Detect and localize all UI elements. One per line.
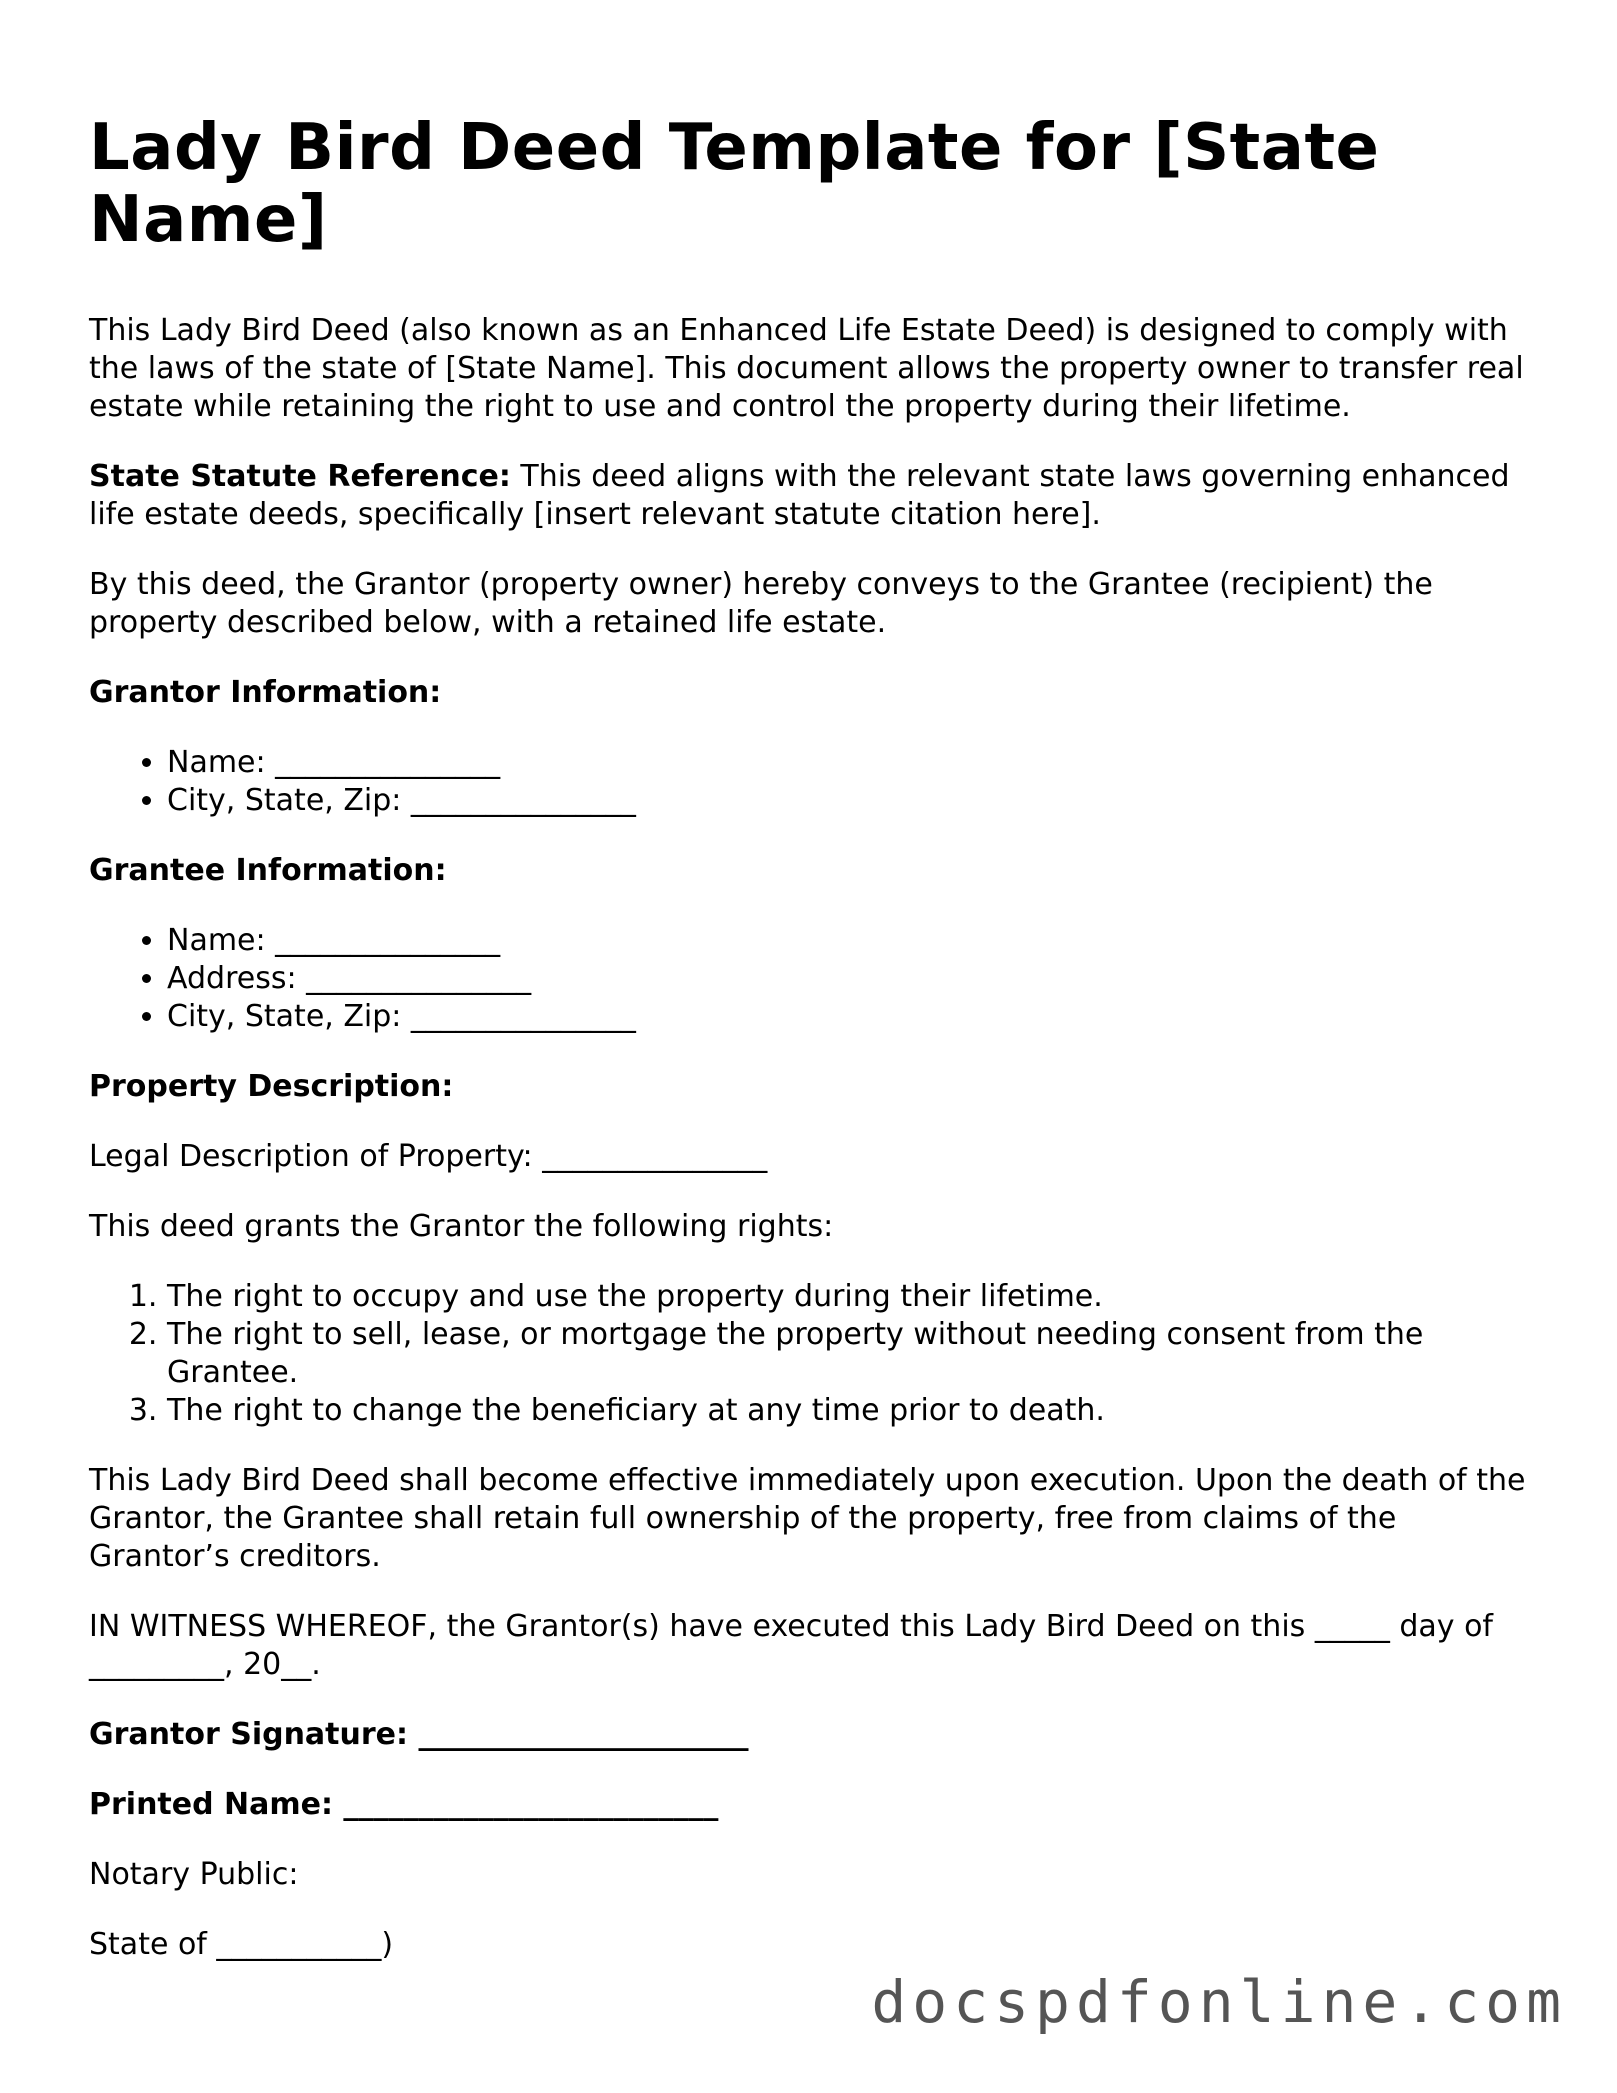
statute-paragraph [89, 458, 1529, 534]
rights-intro: This deed grants the Grantor the following rights: [89, 1209, 834, 1244]
watermark: docspdfonline.com [871, 1968, 1567, 2036]
conveyance-paragraph: By this deed, the Grantor (property owner) hereby conveys to the Grantee (recipient) the property described below, with a retained life estate. [89, 567, 1433, 640]
effective-paragraph: This Lady Bird Deed shall become effective immediately upon execution. Upon the death of the Grantor, the Grantee shall retain full ownership of the property, free from claims of the Grantor’s creditors. [89, 1463, 1526, 1574]
grantor-signature-line: Grantor Signature: ______________________ [89, 1717, 749, 1752]
state-of-line: State of ___________) [89, 1927, 394, 1962]
grantor-info-heading: Grantor Information: [89, 675, 442, 710]
property-heading: Property Description: [89, 1069, 454, 1104]
list-item: • Name: _______________ [167, 744, 1529, 782]
legal-description: Legal Description of Property: _______________ [89, 1139, 768, 1174]
printed-name-line: Printed Name: _________________________ [89, 1787, 719, 1822]
list-item: 2. The right to sell, lease, or mortgage the property without needing consent from the Grantee. [167, 1316, 1529, 1392]
list-item: • City, State, Zip: _______________ [167, 998, 1529, 1036]
intro-paragraph: This Lady Bird Deed (also known as an Enhanced Life Estate Deed) is designed to comply with the laws of the state of [State Name]. This document allows the property owner to transfer real estate while retaining the right to use and control the property during their lifetime. [89, 313, 1524, 424]
grantee-info-list [89, 922, 1529, 1036]
statute-label: State Statute Reference: [89, 459, 511, 494]
list-item: • Name: _______________ [167, 922, 1529, 960]
list-item: 1. The right to occupy and use the property during their lifetime. [167, 1278, 1529, 1316]
document-page [89, 112, 1529, 1996]
document-title: Lady Bird Deed Template for [State Name] [89, 111, 1380, 257]
list-item: 3. The right to change the beneficiary at any time prior to death. [167, 1392, 1529, 1430]
notary-label: Notary Public: [89, 1857, 299, 1892]
statute-text: This deed aligns with the relevant state laws governing enhanced life estate deeds, specifically [insert relevant statute citation here]. [89, 459, 1510, 532]
list-item: • Address: _______________ [167, 960, 1529, 998]
list-item: • City, State, Zip: _______________ [167, 782, 1529, 820]
rights-list [89, 1278, 1529, 1430]
witness-paragraph: IN WITNESS WHEREOF, the Grantor(s) have executed this Lady Bird Deed on this _____ day of _________, 20__. [89, 1609, 1493, 1682]
grantor-info-list [89, 744, 1529, 820]
grantee-info-heading: Grantee Information: [89, 853, 447, 888]
